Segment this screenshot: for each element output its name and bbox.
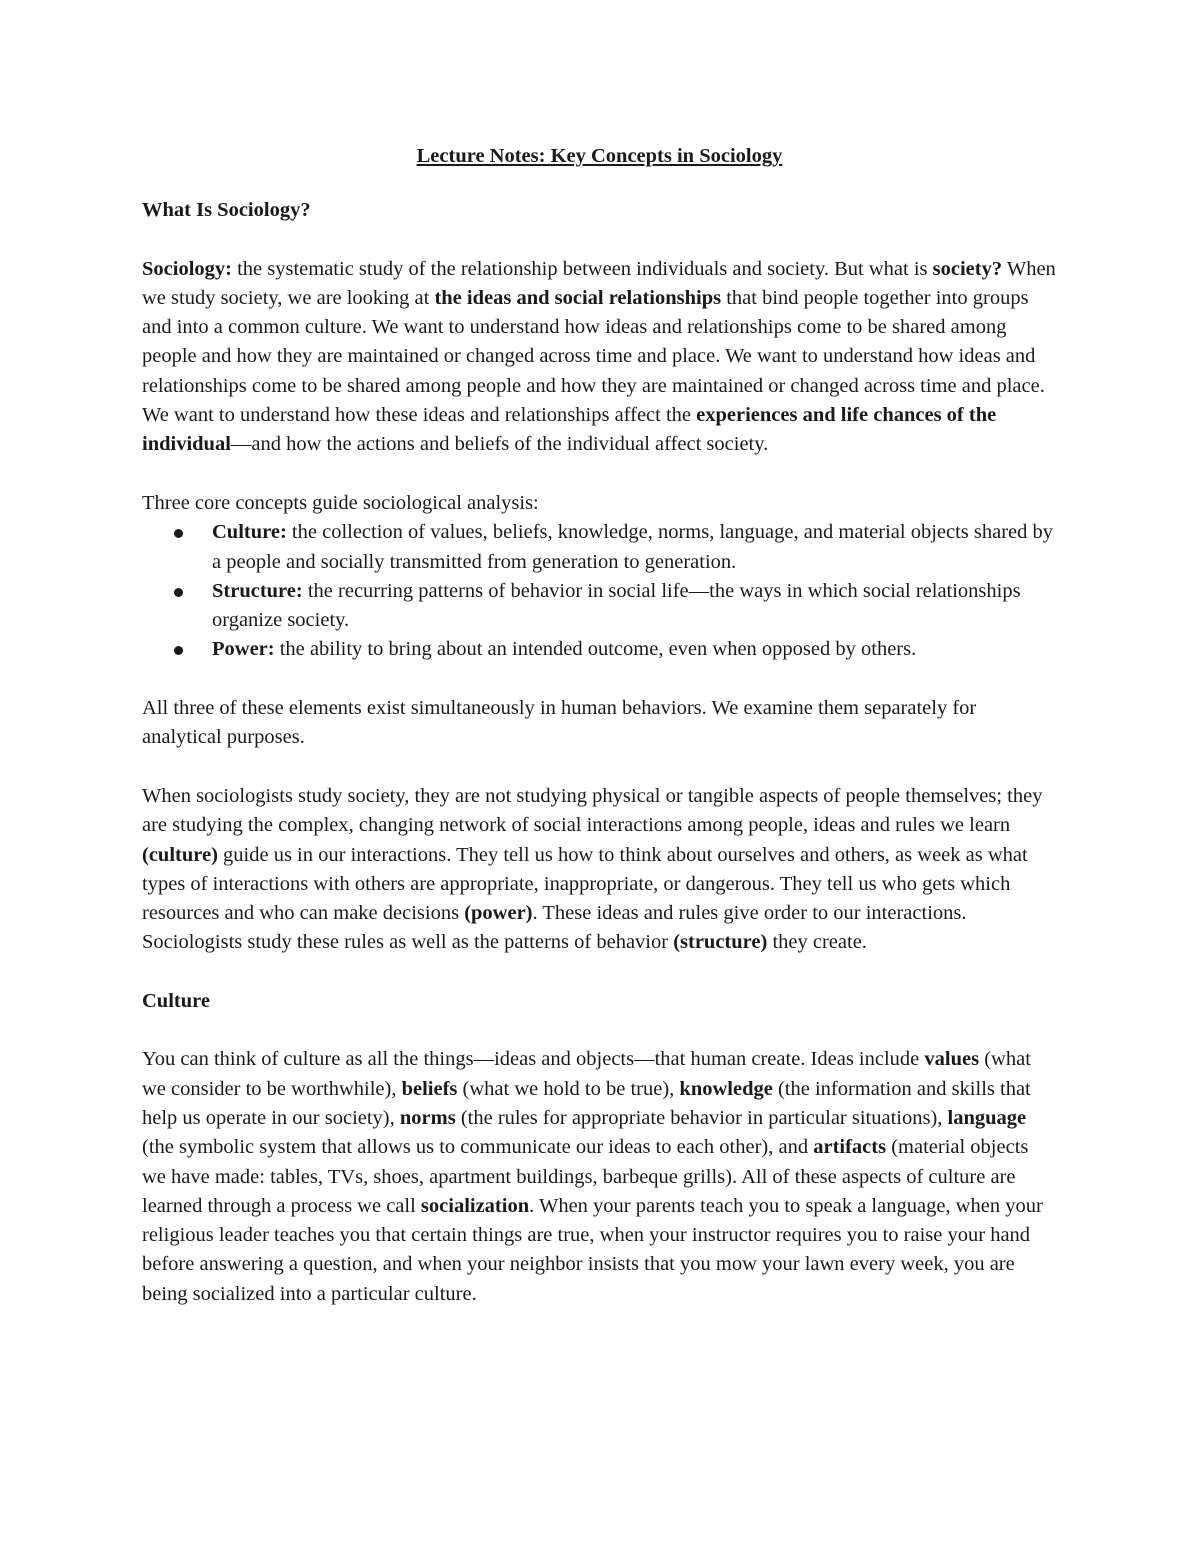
bullet-icon [174, 646, 183, 655]
text-span: guide us in our interactions. They tell us how to think about ourselves and others, as week as what types of interactions with others are appropriate, inappropriate, or dangerous. They tell us who gets which resources and who can make decisions [142, 843, 1028, 925]
paragraph-culture [142, 1045, 1057, 1309]
concept-term: Culture: [212, 521, 287, 544]
core-concepts-list [142, 518, 1057, 664]
text-span: (material objects we have made: tables, TVs, shoes, apartment buildings, barbeque grills). All of these aspects of culture are learned through a process we call [142, 1136, 1029, 1217]
term-sociology: Sociology: [142, 257, 232, 280]
concept-definition: the recurring patterns of behavior in social life—the ways in which social relationships organize society. [212, 579, 1021, 632]
list-item-power [142, 635, 1057, 664]
paragraph-sociology-definition [142, 255, 1057, 460]
emphasis-structure: (structure) [673, 931, 768, 954]
text-span: . When your parents teach you to speak a language, when your religious leader teaches you that certain things are true, when your instructor requires you to raise your hand before answering a question, and when your neighbor insists that you mow your lawn every week, you are being socialized into a particular culture. [142, 1194, 1043, 1305]
term-socialization: socialization [420, 1194, 530, 1217]
term-society: society? [932, 257, 1003, 280]
term-norms: norms [399, 1106, 456, 1129]
concept-definition: the collection of values, beliefs, knowledge, norms, language, and material objects shared by a people and socially transmitted from generation to generation. [212, 521, 1054, 573]
text-span: (what we hold to be true), [457, 1077, 680, 1100]
bullet-icon [174, 529, 183, 538]
list-item-culture [142, 518, 1057, 577]
text-span: that bind people together into groups and into a common culture. We want to understand how ideas and relationships come to be shared among people and how they are maintained or changed across time and place. We want to understand how ideas and relationships come to be shared among people and how they are maintained or changed across time and place. We want to understand how these ideas and relationships affect the [142, 286, 1045, 427]
emphasis-power: (power) [464, 902, 533, 925]
text-span: . These ideas and rules give order to our interactions. Sociologists study these rules as well as the patterns of behavior [142, 902, 967, 954]
text-span: You can think of culture as all the things—ideas and objects—that human create. Ideas include [142, 1048, 925, 1071]
bullet-icon [174, 588, 183, 597]
concepts-intro: Three core concepts guide sociological analysis: [142, 491, 539, 514]
text-span: the systematic study of the relationship between individuals and society. But what is [231, 257, 933, 280]
text-span: —and how the actions and beliefs of the individual affect society. [230, 433, 769, 456]
text-span: (the rules for appropriate behavior in particular situations), [455, 1106, 948, 1129]
paragraph-sociologists-study [142, 782, 1057, 958]
emphasis-life-chances: experiences and life chances of the individual [142, 404, 997, 456]
text-span: (what we consider to be worthwhile), [142, 1048, 1031, 1100]
list-item-structure [142, 577, 1057, 636]
emphasis-ideas-relationships: the ideas and social relationships [434, 286, 722, 309]
term-artifacts: artifacts [813, 1136, 887, 1159]
section-heading-culture: Culture [142, 990, 210, 1013]
emphasis-culture: (culture) [142, 843, 218, 866]
term-language: language [947, 1106, 1027, 1129]
concept-definition: the ability to bring about an intended outcome, even when opposed by others. [274, 638, 917, 661]
text-span: When we study society, we are looking at [142, 257, 1056, 309]
text-span: (the information and skills that help us operate in our society), [142, 1077, 1031, 1129]
document-page [142, 142, 1057, 1338]
section-heading-what-is-sociology: What Is Sociology? [142, 199, 311, 222]
text-span: they create. [767, 931, 867, 954]
paragraph-three-elements: All three of these elements exist simultaneously in human behaviors. We examine them separately for analytical purposes. [142, 697, 977, 749]
concept-term: Structure: [212, 579, 303, 602]
text-span: When sociologists study society, they are not studying physical or tangible aspects of people themselves; they are studying the complex, changing network of social interactions among people, ideas and rules we learn [142, 784, 1043, 837]
document-title: Lecture Notes: Key Concepts in Sociology [416, 145, 783, 167]
term-values: values [924, 1048, 980, 1071]
concept-term: Power: [212, 638, 275, 661]
text-span: (the symbolic system that allows us to communicate our ideas to each other), and [142, 1136, 814, 1159]
term-beliefs: beliefs [401, 1077, 458, 1100]
term-knowledge: knowledge [679, 1077, 773, 1100]
